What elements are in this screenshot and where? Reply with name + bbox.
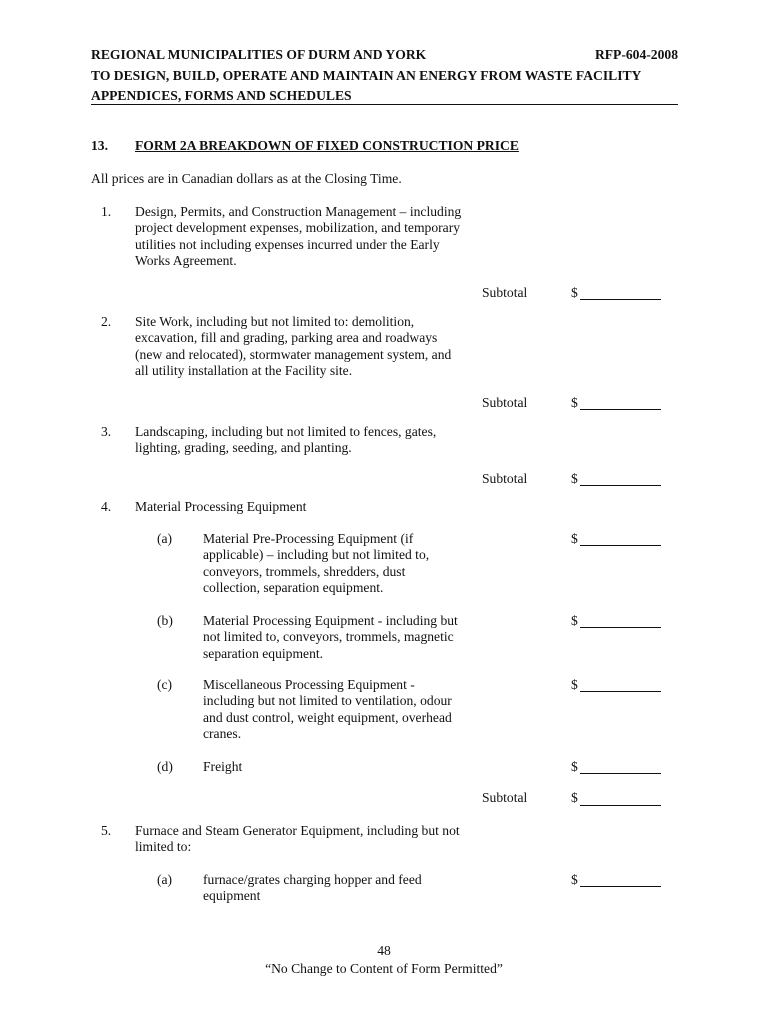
amount-blank[interactable] [580,409,661,410]
item-line: Material Processing Equipment [135,499,307,514]
item-line: excavation, fill and grading, parking area and roadways [135,330,438,346]
subitem-line: Freight [203,759,243,774]
item-line: all utility installation at the Facility site. [135,362,353,378]
item-line: limited to: [135,839,192,855]
subitem-line: not limited to, conveyors, trommels, magnetic [203,629,454,645]
dollar-sign: $ [571,872,578,887]
item-description [135,204,475,269]
item-line: lighting, grading, seeding, and planting. [135,440,352,456]
amount-blank[interactable] [580,485,661,486]
dollar-sign: $ [571,759,578,774]
dollar-sign: $ [571,395,578,410]
subitem-line: furnace/grates charging hopper and feed [203,872,422,887]
subtotal-label: Subtotal [482,285,528,300]
subitem-letter: (c) [157,677,173,692]
subitem-description [203,872,473,905]
subitem-letter: (a) [157,872,173,887]
amount-blank[interactable] [580,691,661,692]
subitem-line: collection, separation equipment. [203,579,384,595]
subitem-description [203,677,473,742]
subitem-line: conveyors, trommels, shredders, dust [203,563,406,579]
item-number: 1. [101,204,112,219]
amount-blank[interactable] [580,886,661,887]
footer-note: “No Change to Content of Form Permitted” [265,961,503,976]
dollar-sign: $ [571,613,578,628]
header-line-2: TO DESIGN, BUILD, OPERATE AND MAINTAIN AN ENERGY FROM WASTE FACILITY [91,68,642,83]
dollar-sign: $ [571,677,578,692]
subitem-line: cranes. [203,725,242,741]
amount-blank[interactable] [580,545,661,546]
section-title: FORM 2A BREAKDOWN OF FIXED CONSTRUCTION PRICE [135,138,519,153]
item-number: 3. [101,424,112,439]
subitem-description [203,531,473,596]
item-line: Furnace and Steam Generator Equipment, including but not [135,823,460,838]
item-line: project development expenses, mobilization, and temporary [135,220,461,236]
item-description [135,499,475,515]
header-line-3: APPENDICES, FORMS AND SCHEDULES [91,88,352,103]
amount-blank[interactable] [580,773,661,774]
subitem-line: separation equipment. [203,645,324,661]
rfp-number: RFP-604-2008 [594,47,678,62]
item-description [135,314,475,379]
intro-text: All prices are in Canadian dollars as at the Closing Time. [91,171,402,186]
subitem-line: Miscellaneous Processing Equipment - [203,677,415,692]
subitem-letter: (d) [157,759,173,774]
section-number: 13. [91,138,108,153]
item-line: Site Work, including but not limited to: demolition, [135,314,415,329]
subitem-line: including but not limited to ventilation, odour [203,693,452,709]
item-description [135,823,475,856]
subtotal-label: Subtotal [482,395,528,410]
item-description [135,424,475,457]
subitem-description [203,613,473,662]
amount-blank[interactable] [580,805,661,806]
header-line-1 [91,45,678,65]
subtotal-label: Subtotal [482,790,528,805]
amount-blank[interactable] [580,627,661,628]
header-rule [91,104,678,105]
subtotal-label: Subtotal [482,471,528,486]
subitem-letter: (a) [157,531,173,546]
item-line: Design, Permits, and Construction Management – including [135,204,462,219]
page-number: 48 [377,943,391,958]
item-line: Works Agreement. [135,252,237,268]
item-line: (new and relocated), stormwater management system, and [135,346,452,362]
subitem-line: and dust control, weight equipment, overhead [203,709,452,725]
header-title: REGIONAL MUNICIPALITIES OF DURM AND YORK [91,47,427,62]
dollar-sign: $ [571,531,578,546]
subitem-description [203,759,473,775]
item-number: 4. [101,499,112,514]
dollar-sign: $ [571,790,578,805]
dollar-sign: $ [571,285,578,300]
subitem-line: equipment [203,888,261,904]
item-number: 2. [101,314,112,329]
item-line: utilities not including expenses incurred under the Early [135,236,440,252]
amount-blank[interactable] [580,299,661,300]
item-number: 5. [101,823,112,838]
item-line: Landscaping, including but not limited to fences, gates, [135,424,437,439]
subitem-line: applicable) – including but not limited to, [203,547,430,563]
subitem-line: Material Processing Equipment - including but [203,613,458,628]
subitem-letter: (b) [157,613,173,628]
subitem-line: Material Pre-Processing Equipment (if [203,531,414,546]
dollar-sign: $ [571,471,578,486]
